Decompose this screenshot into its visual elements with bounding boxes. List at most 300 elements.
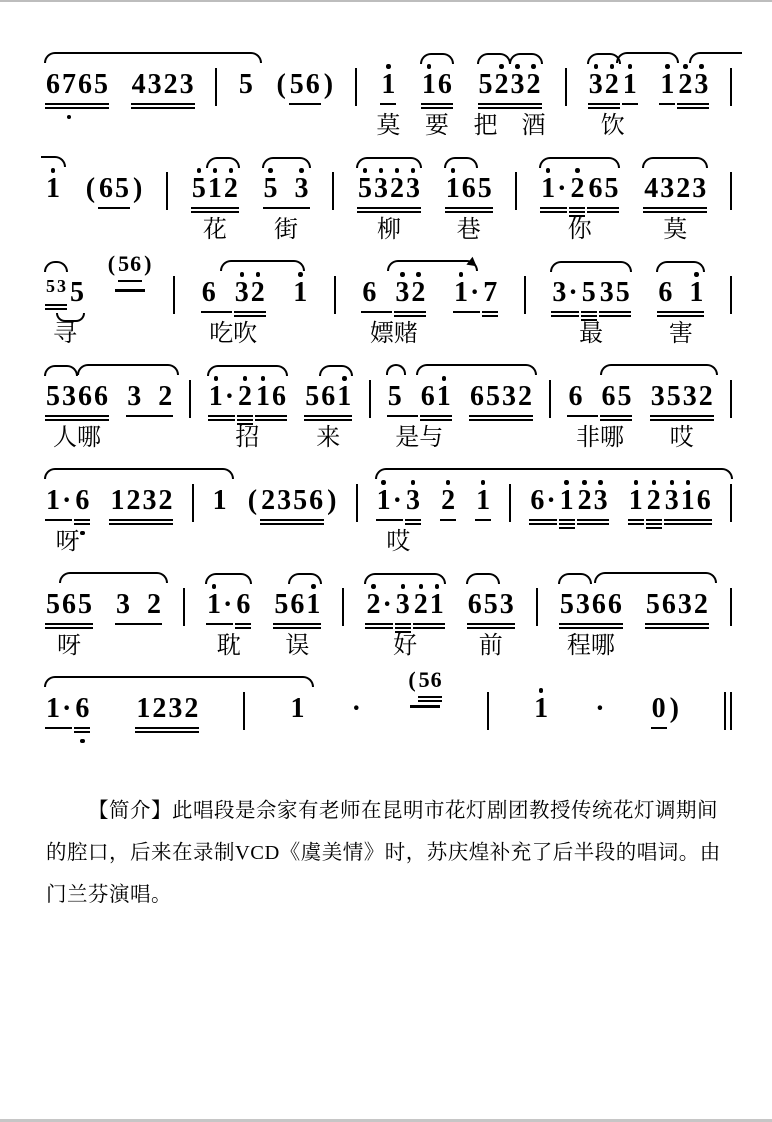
barline-stroke <box>189 380 191 418</box>
note-group <box>237 42 255 140</box>
note-row <box>44 70 110 100</box>
note-char: 3 <box>405 173 420 204</box>
note-segment <box>233 278 267 308</box>
note-row <box>44 590 94 620</box>
beam-line <box>45 519 72 521</box>
note-char: 5 <box>387 381 402 412</box>
beam-line <box>421 107 453 109</box>
note-group <box>656 250 705 348</box>
note-segment <box>288 70 322 100</box>
barline-stroke <box>730 380 732 418</box>
note-char: · <box>223 589 233 620</box>
lyric-text: 最 <box>579 321 604 347</box>
note-row <box>360 278 427 308</box>
note-char: 2 <box>646 485 661 516</box>
note-segment <box>272 590 322 620</box>
beam-line <box>109 519 173 521</box>
note-char: 5 <box>46 276 55 296</box>
beam-line <box>191 207 239 209</box>
note-segment <box>73 486 91 516</box>
note-char: 3 <box>168 693 183 724</box>
lyric-text: 是与 <box>395 425 444 451</box>
note-group <box>291 250 309 348</box>
note-char: 5 <box>238 69 253 100</box>
note-group <box>44 666 91 764</box>
note-char: 5 <box>289 69 304 100</box>
note-char <box>115 289 145 292</box>
beam-line <box>645 623 709 625</box>
note-group <box>200 250 267 348</box>
note-char: 1 <box>628 485 643 516</box>
note-row <box>356 174 422 204</box>
beam-line <box>234 311 266 313</box>
note-row <box>649 382 715 412</box>
note-char: 3 <box>501 381 516 412</box>
note-char: ) <box>144 251 152 276</box>
note-segment <box>468 382 534 412</box>
lyric-text: 程哪 <box>566 633 615 659</box>
note-char: 6 <box>467 589 482 620</box>
note-group <box>468 354 534 452</box>
note-char: 1 <box>136 693 151 724</box>
note-row <box>439 486 492 516</box>
note-char: 2 <box>184 693 199 724</box>
note-char: 6 <box>309 485 324 516</box>
note-segment <box>111 278 149 308</box>
barline <box>509 458 511 522</box>
beam-line <box>115 623 162 625</box>
beam-line <box>191 211 239 213</box>
note-char: ( <box>85 173 96 204</box>
note-segment <box>439 486 457 516</box>
note-segment <box>364 590 393 620</box>
beam-line <box>208 419 235 421</box>
beam-line <box>45 419 109 421</box>
note-char: 1 <box>660 69 675 100</box>
note-group <box>642 146 708 244</box>
note-group <box>360 250 427 348</box>
note-row <box>84 174 145 204</box>
note-row <box>627 486 713 516</box>
barline <box>356 458 358 522</box>
beam-line <box>650 419 714 421</box>
lyric-text: 莫 <box>663 217 688 243</box>
note-char: 2 <box>158 381 173 412</box>
note-segment <box>322 70 335 100</box>
beam-line <box>581 315 597 317</box>
beam-line <box>469 419 533 421</box>
note-group <box>439 458 492 556</box>
note-segment <box>68 278 86 308</box>
note-segment <box>658 70 676 100</box>
note-segment <box>407 667 417 693</box>
beam-line <box>659 103 675 105</box>
beam-line <box>467 627 515 629</box>
lyric-text: 街 <box>274 217 299 243</box>
music-line <box>44 250 732 348</box>
note-char: 2 <box>389 173 404 204</box>
beam-line <box>588 107 620 109</box>
note-row <box>593 694 606 724</box>
note-char: 5 <box>615 277 630 308</box>
note-char: 2 <box>366 589 381 620</box>
note-group <box>246 458 339 556</box>
note-char: 5 <box>478 69 493 100</box>
note-row <box>550 278 631 308</box>
note-char: 5 <box>485 381 500 412</box>
note-segment <box>568 174 586 204</box>
arc-zone <box>44 354 110 382</box>
note-group <box>566 354 633 452</box>
beam-line <box>559 527 575 529</box>
arc-zone <box>130 42 196 70</box>
note-char: 3 <box>660 173 675 204</box>
note-char: ( <box>107 251 116 276</box>
beam-line <box>650 415 714 417</box>
beam-line <box>469 415 533 417</box>
note-row <box>44 278 86 308</box>
arc-zone <box>550 250 631 278</box>
beam-line <box>235 623 251 625</box>
note-char: ( <box>247 485 258 516</box>
beam-line <box>559 519 575 521</box>
note-char: 5 <box>274 589 289 620</box>
note-char: · <box>62 485 72 516</box>
note-segment <box>550 278 579 308</box>
note-group <box>649 354 715 452</box>
note-char: 1 <box>445 173 460 204</box>
barline-stroke <box>730 172 732 210</box>
beam-line <box>540 211 567 213</box>
note-group <box>466 562 516 660</box>
note-char: 2 <box>517 381 532 412</box>
barline <box>730 562 732 626</box>
note-group <box>528 458 609 556</box>
lyric-text: 前 <box>478 633 503 659</box>
note-char <box>410 705 440 708</box>
note-group <box>406 666 444 764</box>
note-group <box>658 42 710 140</box>
note-char: ) <box>133 173 143 204</box>
note-segment <box>627 486 645 516</box>
note-row <box>528 486 609 516</box>
arc-zone <box>134 666 200 694</box>
barline <box>166 146 168 210</box>
note-char: 1 <box>46 173 60 204</box>
beam-line <box>405 523 421 525</box>
note-char: 3 <box>395 589 410 620</box>
barline <box>549 354 551 418</box>
note-segment <box>598 278 632 308</box>
note-group <box>289 666 307 764</box>
lyric-text: 柳 <box>376 217 401 243</box>
note-char: 5 <box>46 589 60 620</box>
note-row <box>246 486 339 516</box>
beam-line <box>482 311 498 313</box>
barline-stroke <box>183 588 185 626</box>
beam-line <box>45 727 72 729</box>
barline <box>215 42 217 106</box>
arc-zone <box>44 458 91 486</box>
lyric-text: 莫 <box>376 113 401 139</box>
note-char: 1 <box>208 381 223 412</box>
note-char: 6 <box>461 173 476 204</box>
note-char: 6 <box>658 277 673 308</box>
lyric-text: 要 <box>424 113 449 139</box>
barline-stroke <box>173 276 175 314</box>
note-char: 5 <box>477 173 492 204</box>
note-segment <box>644 590 710 620</box>
beam-line <box>387 415 418 417</box>
final-barline-strokes <box>724 692 732 730</box>
note-group <box>274 42 335 140</box>
note-char: 2 <box>158 485 173 516</box>
note-row <box>587 70 639 100</box>
beam-line <box>664 519 712 521</box>
note-row <box>130 70 196 100</box>
beam-line <box>646 527 662 529</box>
beam-line <box>74 727 90 729</box>
note-row <box>658 70 710 100</box>
note-group <box>452 250 499 348</box>
note-segment <box>205 590 234 620</box>
arc-zone <box>528 458 609 486</box>
arc-zone <box>350 666 363 694</box>
beam-line <box>677 103 709 105</box>
note-char: ) <box>669 693 679 724</box>
note-char: 5 <box>263 173 278 204</box>
note-char: 5 <box>191 173 206 204</box>
note-char: 2 <box>570 173 585 204</box>
note-group <box>539 146 620 244</box>
note-char: 7 <box>483 277 498 308</box>
note-char: 5 <box>645 589 660 620</box>
beam-line <box>420 415 452 417</box>
note-segment <box>190 174 240 204</box>
note-char: 6 <box>321 381 336 412</box>
note-segment <box>477 70 543 100</box>
note-group <box>444 146 494 244</box>
note-row <box>350 694 363 724</box>
note-segment <box>114 590 163 620</box>
note-segment <box>404 486 422 516</box>
note-segment <box>642 174 708 204</box>
lyric-text: 来 <box>316 425 341 451</box>
note-segment <box>420 70 454 100</box>
barline <box>355 42 357 106</box>
note-char: 6 <box>78 69 92 100</box>
beam-line <box>395 631 411 633</box>
note-char: 1 <box>207 173 222 204</box>
note-segment <box>274 70 287 100</box>
note-char: 6 <box>591 589 606 620</box>
note-row <box>532 694 550 724</box>
note-row <box>134 694 200 724</box>
intro-paragraph: 【简介】此唱段是佘家有老师在昆明市花灯剧团教授传统花灯调期间的腔口，后来在录制VCD《虞美情》时，苏庆煌补充了后半段的唱词。由门兰芬演唱。 <box>46 800 721 907</box>
beam-line <box>260 519 324 521</box>
note-char: 1 <box>306 589 321 620</box>
beam-line <box>420 419 452 421</box>
note-char: · <box>469 277 480 308</box>
note-char: 3 <box>142 485 157 516</box>
music-line <box>44 146 732 244</box>
beam-line <box>645 627 709 629</box>
barline-stroke <box>730 68 732 106</box>
note-segment <box>386 382 419 412</box>
note-char: ) <box>323 69 334 100</box>
beam-line <box>445 211 493 213</box>
beam-line <box>628 523 644 525</box>
note-char: 3 <box>277 485 292 516</box>
lyric-text: 人哪 <box>53 425 101 451</box>
arc-zone <box>468 354 534 382</box>
beam-line <box>98 207 130 209</box>
note-char: 5 <box>305 381 320 412</box>
note-char: 3 <box>395 277 410 308</box>
music-line <box>44 354 732 452</box>
note-segment <box>645 486 663 516</box>
note-char: 6 <box>290 589 305 620</box>
barline <box>565 42 567 106</box>
note-char: 6 <box>530 485 545 516</box>
beam-line <box>74 523 90 525</box>
beam-line <box>234 315 266 317</box>
note-char: 1 <box>293 277 308 308</box>
beam-line <box>445 207 493 209</box>
note-char: 6 <box>272 381 287 412</box>
note-row <box>44 694 91 724</box>
note-char: 5 <box>559 589 574 620</box>
beam-line <box>657 315 704 317</box>
note-char: 2 <box>152 693 167 724</box>
note-group <box>386 354 453 452</box>
note-segment <box>444 174 494 204</box>
beam-line <box>478 103 542 105</box>
note-char: 6 <box>362 277 377 308</box>
beam-line <box>131 107 195 109</box>
barline-stroke <box>166 172 168 210</box>
note-group <box>44 562 94 660</box>
note-group <box>587 42 639 140</box>
note-segment <box>131 174 144 204</box>
beam-line <box>365 623 392 625</box>
note-group <box>207 354 288 452</box>
note-char: 3 <box>599 277 614 308</box>
note-char: 3 <box>127 381 142 412</box>
beam-line <box>529 523 556 525</box>
barline <box>334 250 336 314</box>
note-segment <box>528 486 557 516</box>
beam-line <box>559 627 623 629</box>
beam-line <box>628 519 644 521</box>
barline <box>189 354 191 418</box>
note-char: 6 <box>94 381 108 412</box>
note-char: · <box>392 485 402 516</box>
note-row <box>406 694 444 724</box>
note-char: 3 <box>373 173 388 204</box>
note-char: 6 <box>62 589 76 620</box>
note-row <box>566 382 633 412</box>
beam-line <box>395 623 411 625</box>
note-char: 3 <box>57 276 66 296</box>
note-char: 0 <box>651 693 666 724</box>
final-barline <box>724 666 732 730</box>
note-segment <box>599 382 633 412</box>
note-row <box>364 590 445 620</box>
note-segment <box>303 382 353 412</box>
arc-zone <box>44 666 91 694</box>
note-segment <box>211 486 229 516</box>
note-segment <box>580 278 598 308</box>
note-segment <box>130 70 196 100</box>
lyric-text: 寻 <box>53 321 77 347</box>
note-char: 4 <box>131 69 146 100</box>
beam-line <box>394 315 426 317</box>
note-group <box>44 250 86 348</box>
note-group <box>376 42 400 140</box>
note-row <box>289 694 307 724</box>
lyric-text: 花 <box>202 217 227 243</box>
beam-line <box>395 627 411 629</box>
note-char: · <box>557 173 567 204</box>
arc-zone <box>650 666 681 694</box>
beam-line <box>577 523 609 525</box>
beam-line <box>45 304 67 306</box>
arc-zone <box>420 42 454 70</box>
note-char: 2 <box>147 589 162 620</box>
note-segment <box>200 278 233 308</box>
arc-zone <box>644 562 710 590</box>
arc-zone <box>593 666 606 694</box>
beam-line <box>664 523 712 525</box>
arc-zone <box>84 146 145 174</box>
note-segment <box>587 70 621 100</box>
note-char: 1 <box>559 485 574 516</box>
beam-line <box>551 315 578 317</box>
note-segment <box>656 278 705 308</box>
note-char: 5 <box>118 251 130 276</box>
beam-line <box>361 311 392 313</box>
note-row <box>375 486 422 516</box>
note-segment <box>84 174 97 204</box>
note-group <box>84 146 145 244</box>
note-segment <box>234 590 252 620</box>
note-segment <box>419 382 453 412</box>
arc-zone <box>107 250 152 278</box>
note-row <box>420 70 454 100</box>
barline-stroke <box>509 484 511 522</box>
beam-line <box>201 311 232 313</box>
note-char: 2 <box>604 69 619 100</box>
beam-line <box>357 211 421 213</box>
note-char: 2 <box>526 69 541 100</box>
arc-zone <box>289 666 307 694</box>
beam-line <box>600 415 632 417</box>
note-char: 3 <box>682 381 697 412</box>
barline-stroke <box>549 380 551 418</box>
note-char: 1 <box>337 381 352 412</box>
note-char: 6 <box>46 69 60 100</box>
note-segment <box>586 174 620 204</box>
barline-stroke <box>192 484 194 522</box>
beam-line <box>482 315 498 317</box>
note-char: 5 <box>666 381 681 412</box>
lyric-text: 把 酒 <box>473 113 546 139</box>
note-row <box>656 278 705 308</box>
note-char: 6 <box>588 173 603 204</box>
inserted-notes <box>407 667 443 693</box>
beam-line <box>588 103 620 105</box>
